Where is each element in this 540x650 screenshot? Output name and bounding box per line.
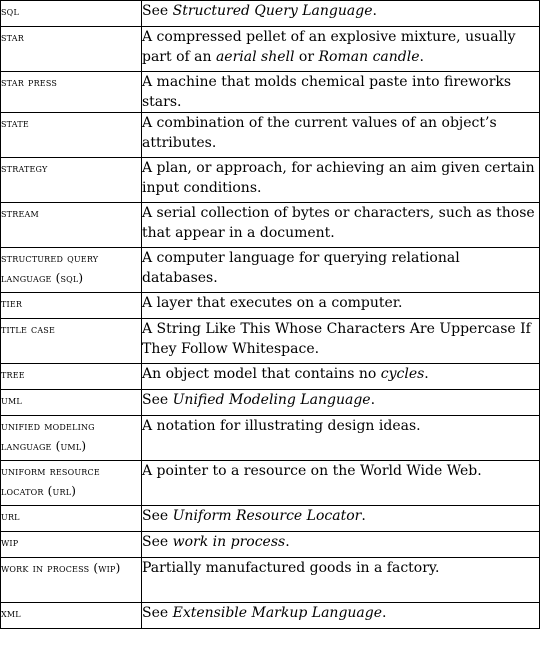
- definition-cell: See work in process.: [142, 532, 540, 558]
- definition-cross-reference: cycles: [380, 366, 425, 382]
- definition-cell: A notation for illustrating design ideas.: [142, 416, 540, 461]
- term-cell: strategy: [1, 158, 142, 203]
- glossary-row: [1, 72, 540, 113]
- glossary-row: [1, 293, 540, 319]
- term-cell: title case: [1, 319, 142, 364]
- term-cell: star press: [1, 72, 142, 113]
- term-cell: xml: [1, 603, 142, 629]
- glossary-row: [1, 603, 540, 629]
- glossary-row: [1, 532, 540, 558]
- definition-cell: A pointer to a resource on the World Wide Web.: [142, 461, 540, 506]
- term-cell: unified modeling language (uml): [1, 416, 142, 461]
- glossary-row: [1, 113, 540, 158]
- definition-cell: A layer that executes on a computer.: [142, 293, 540, 319]
- definition-cell: A serial collection of bytes or characters, such as those that appear in a document.: [142, 203, 540, 248]
- definition-cross-reference: Roman candle: [318, 49, 420, 65]
- definition-cell: Partially manufactured goods in a factory.: [142, 558, 540, 603]
- term-cell: star: [1, 27, 142, 72]
- glossary-row: [1, 461, 540, 506]
- term-cell: stream: [1, 203, 142, 248]
- term-cell: tier: [1, 293, 142, 319]
- glossary-row: [1, 416, 540, 461]
- definition-cell: An object model that contains no cycles.: [142, 364, 540, 390]
- glossary-row: [1, 248, 540, 293]
- definition-cross-reference: work in process: [172, 534, 286, 550]
- definition-cell: A plan, or approach, for achieving an aim given certain input conditions.: [142, 158, 540, 203]
- definition-cross-reference: Unified Modeling Language: [172, 392, 371, 408]
- glossary-row: [1, 558, 540, 603]
- term-cell: state: [1, 113, 142, 158]
- definition-cell: A String Like This Whose Characters Are Uppercase If They Follow Whitespace.: [142, 319, 540, 364]
- definition-cell: See Uniform Resource Locator.: [142, 506, 540, 532]
- definition-cross-reference: Structured Query Language: [172, 3, 373, 19]
- term-cell: uniform resource locator (url): [1, 461, 142, 506]
- glossary-row: [1, 27, 540, 72]
- glossary-row: [1, 319, 540, 364]
- definition-cell: A machine that molds chemical paste into fireworks stars.: [142, 72, 540, 113]
- definition-cell: A compressed pellet of an explosive mixture, usually part of an aerial shell or Roman candle.: [142, 27, 540, 72]
- term-cell: url: [1, 506, 142, 532]
- glossary-row: [1, 203, 540, 248]
- glossary-row: [1, 364, 540, 390]
- term-cell: sql: [1, 1, 142, 27]
- definition-cell: A computer language for querying relational databases.: [142, 248, 540, 293]
- definition-cross-reference: Uniform Resource Locator: [172, 508, 362, 524]
- glossary-row: [1, 506, 540, 532]
- glossary-row: [1, 390, 540, 416]
- term-cell: work in process (wip): [1, 558, 142, 603]
- definition-cell: See Extensible Markup Language.: [142, 603, 540, 629]
- term-cell: tree: [1, 364, 142, 390]
- definition-cross-reference: aerial shell: [215, 49, 295, 65]
- term-cell: structured query language (sql): [1, 248, 142, 293]
- definition-cell: See Unified Modeling Language.: [142, 390, 540, 416]
- definition-cell: See Structured Query Language.: [142, 1, 540, 27]
- definition-cell: A combination of the current values of an object’s attributes.: [142, 113, 540, 158]
- glossary-row: [1, 1, 540, 27]
- definition-cross-reference: Extensible Markup Language: [172, 605, 383, 621]
- term-cell: wip: [1, 532, 142, 558]
- glossary-body: [1, 1, 540, 629]
- term-cell: uml: [1, 390, 142, 416]
- glossary-row: [1, 158, 540, 203]
